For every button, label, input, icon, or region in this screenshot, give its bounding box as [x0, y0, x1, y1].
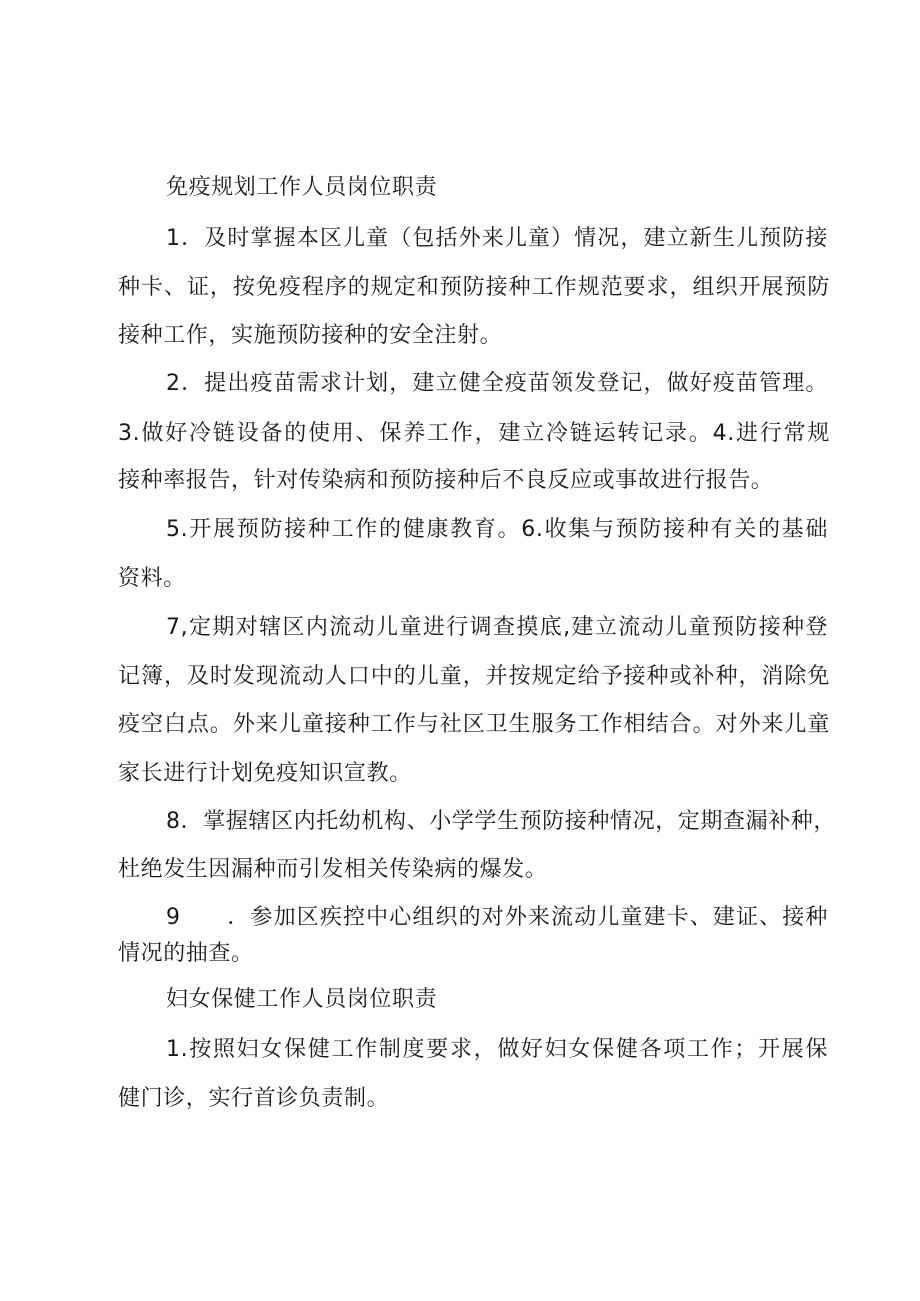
paragraph-line: 9 ．参加区疾控中心组织的对外来流动儿童建卡、建证、接种 — [166, 905, 828, 930]
paragraph-line: 1.按照妇女保健工作制度要求，做好妇女保健各项工作；开展保 — [166, 1037, 828, 1062]
paragraph-line: 3.做好冷链设备的使用、保养工作，建立冷链运转记录。4.进行常规 — [118, 421, 830, 446]
paragraph-line: 接种率报告，针对传染病和预防接种后不良反应或事故进行报告。 — [118, 468, 774, 493]
paragraph-line: 8．掌握辖区内托幼机构、小学学生预防接种情况，定期查漏补种， — [166, 809, 836, 834]
paragraph-line: 杜绝发生因漏种而引发相关传染病的爆发。 — [118, 857, 548, 882]
paragraph-line: 5.开展预防接种工作的健康教育。6.收集与预防接种有关的基础 — [166, 517, 828, 542]
section-title-womens-health: 妇女保健工作人员岗位职责 — [166, 987, 438, 1012]
paragraph-line: 接种工作，实施预防接种的安全注射。 — [118, 323, 503, 348]
paragraph-line: 家长进行计划免疫知识宣教。 — [118, 761, 412, 786]
paragraph-line: 7,定期对辖区内流动儿童进行调查摸底,建立流动儿童预防接种登 — [166, 615, 828, 640]
paragraph-line: 2．提出疫苗需求计划，建立健全疫苗领发登记，做好疫苗管理。 — [166, 371, 828, 396]
paragraph-line: 记簿，及时发现流动人口中的儿童，并按规定给予接种或补种，消除免 — [118, 664, 830, 689]
paragraph-line: 1．及时掌握本区儿童（包括外来儿童）情况，建立新生儿预防接 — [166, 226, 828, 251]
paragraph-line: 情况的抽查。 — [118, 941, 254, 966]
paragraph-line: 种卡、证，按免疫程序的规定和预防接种工作规范要求，组织开展预防 — [118, 275, 830, 300]
section-title-immunization: 免疫规划工作人员岗位职责 — [166, 175, 438, 200]
paragraph-line: 疫空白点。外来儿童接种工作与社区卫生服务工作相结合。对外来儿童 — [118, 712, 830, 737]
paragraph-line: 健门诊，实行首诊负责制。 — [118, 1086, 390, 1111]
paragraph-line: 资料。 — [118, 566, 186, 591]
